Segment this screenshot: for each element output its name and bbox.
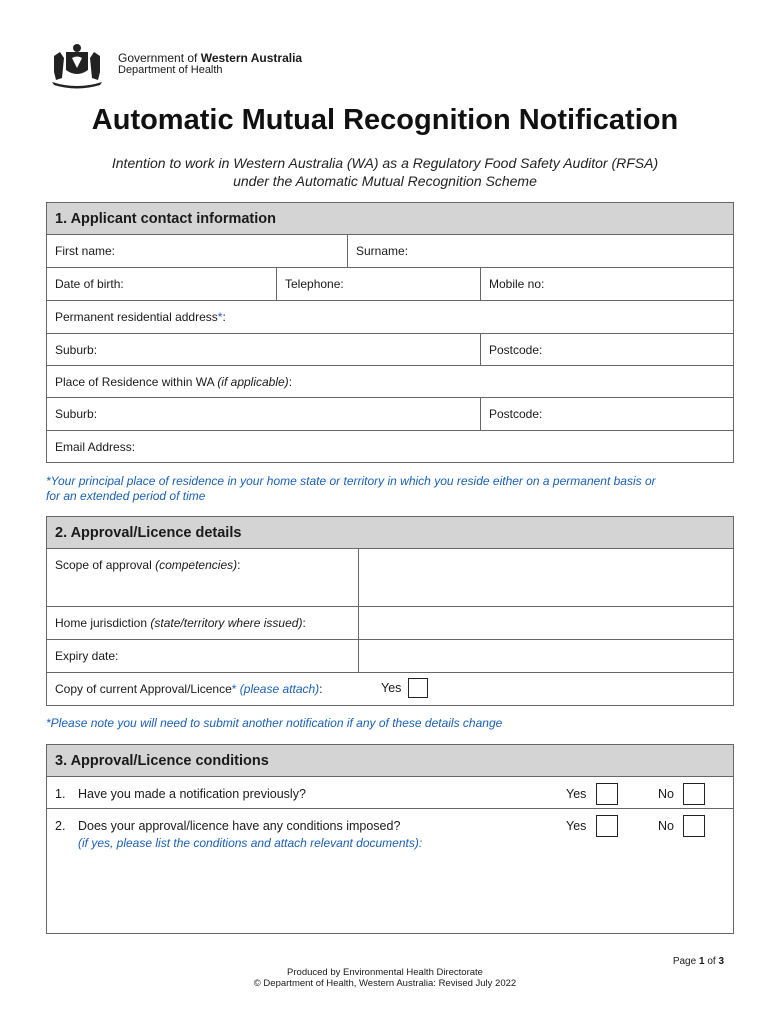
address-row (47, 301, 733, 334)
q1-text: Have you made a notification previously? (78, 787, 306, 801)
yes-label: Yes (381, 681, 402, 695)
suburb-row (47, 334, 733, 366)
wa-crest-logo (46, 42, 108, 90)
q1-yes-label: Yes (566, 787, 587, 801)
q1-no-label: No (658, 787, 674, 801)
dob-field[interactable]: Date of birth: (55, 277, 124, 291)
q2-yes-label: Yes (566, 819, 587, 833)
dob-phone-row (47, 268, 733, 301)
home-jurisdiction-row (47, 607, 733, 640)
section-applicant-contact (46, 202, 734, 463)
copy-attach-row (47, 673, 733, 705)
scope-row (47, 549, 733, 607)
question-1-row (47, 777, 733, 809)
q1-no-checkbox[interactable] (683, 783, 705, 805)
q2-text: Does your approval/licence have any conditions imposed? (78, 819, 401, 833)
wa-residence-field[interactable]: Place of Residence within WA (if applicable): (55, 375, 293, 389)
email-field[interactable]: Email Address: (55, 440, 136, 454)
attach-yes-checkbox[interactable] (408, 678, 428, 698)
page-subtitle: Intention to work in Western Australia (WA) as a Regulatory Food Safety Auditor (RFSA) under the Automatic Mutual Recognition Scheme (111, 155, 659, 189)
page-number: Page 1 of 3 (672, 956, 724, 967)
postcode-field[interactable]: Postcode: (480, 334, 733, 365)
email-row (47, 431, 733, 462)
suburb-field-2[interactable]: Suburb: (55, 407, 98, 421)
first-name-field[interactable]: First name: (55, 244, 116, 258)
expiry-input[interactable] (358, 640, 733, 672)
scope-input[interactable] (358, 549, 733, 606)
section-heading: 3. Approval/Licence conditions (47, 745, 733, 777)
section-approval-conditions (46, 744, 734, 934)
section-approval-details (46, 516, 734, 706)
section-heading: 1. Applicant contact information (47, 203, 733, 235)
home-jurisdiction-label: Home jurisdiction (state/territory where issued): (55, 616, 306, 630)
q1-yes-checkbox[interactable] (596, 783, 618, 805)
wa-residence-row (47, 366, 733, 398)
scope-label: Scope of approval (competencies): (55, 558, 241, 572)
department-name: Department of Health (118, 64, 223, 76)
name-row (47, 235, 733, 268)
home-jurisdiction-input[interactable] (358, 607, 733, 639)
q2-subtext: (if yes, please list the conditions and attach relevant documents): (78, 836, 423, 850)
q2-no-checkbox[interactable] (683, 815, 705, 837)
postcode-field-2[interactable]: Postcode: (480, 398, 733, 430)
suburb-field[interactable]: Suburb: (55, 343, 98, 357)
telephone-field[interactable]: Telephone: (276, 268, 480, 300)
q2-yes-checkbox[interactable] (596, 815, 618, 837)
expiry-row (47, 640, 733, 673)
expiry-label: Expiry date: (55, 649, 119, 663)
surname-field[interactable]: Surname: (347, 235, 733, 267)
suburb-row-2 (47, 398, 733, 431)
q2-no-label: No (658, 819, 674, 833)
q2-number: 2. (55, 819, 66, 833)
residential-address-field[interactable]: Permanent residential address*: (55, 310, 226, 324)
details-change-note: *Please note you will need to submit another notification if any of these details change (46, 716, 503, 730)
section-heading: 2. Approval/Licence details (47, 517, 733, 549)
page-title: Automatic Mutual Recognition Notification (91, 104, 679, 136)
mobile-field[interactable]: Mobile no: (480, 268, 733, 300)
footer-credit: Produced by Environmental Health Directorate © Department of Health, Western Australia: Revised July 2022 (253, 967, 517, 989)
question-2-row (47, 809, 733, 933)
q1-number: 1. (55, 787, 66, 801)
government-name: Government of Western Australia (118, 51, 303, 65)
residence-note: *Your principal place of residence in your home state or territory in which you reside either on a permanent basis or for an extended period of time (46, 474, 656, 503)
copy-attach-label: Copy of current Approval/Licence* (please attach): (55, 682, 323, 696)
